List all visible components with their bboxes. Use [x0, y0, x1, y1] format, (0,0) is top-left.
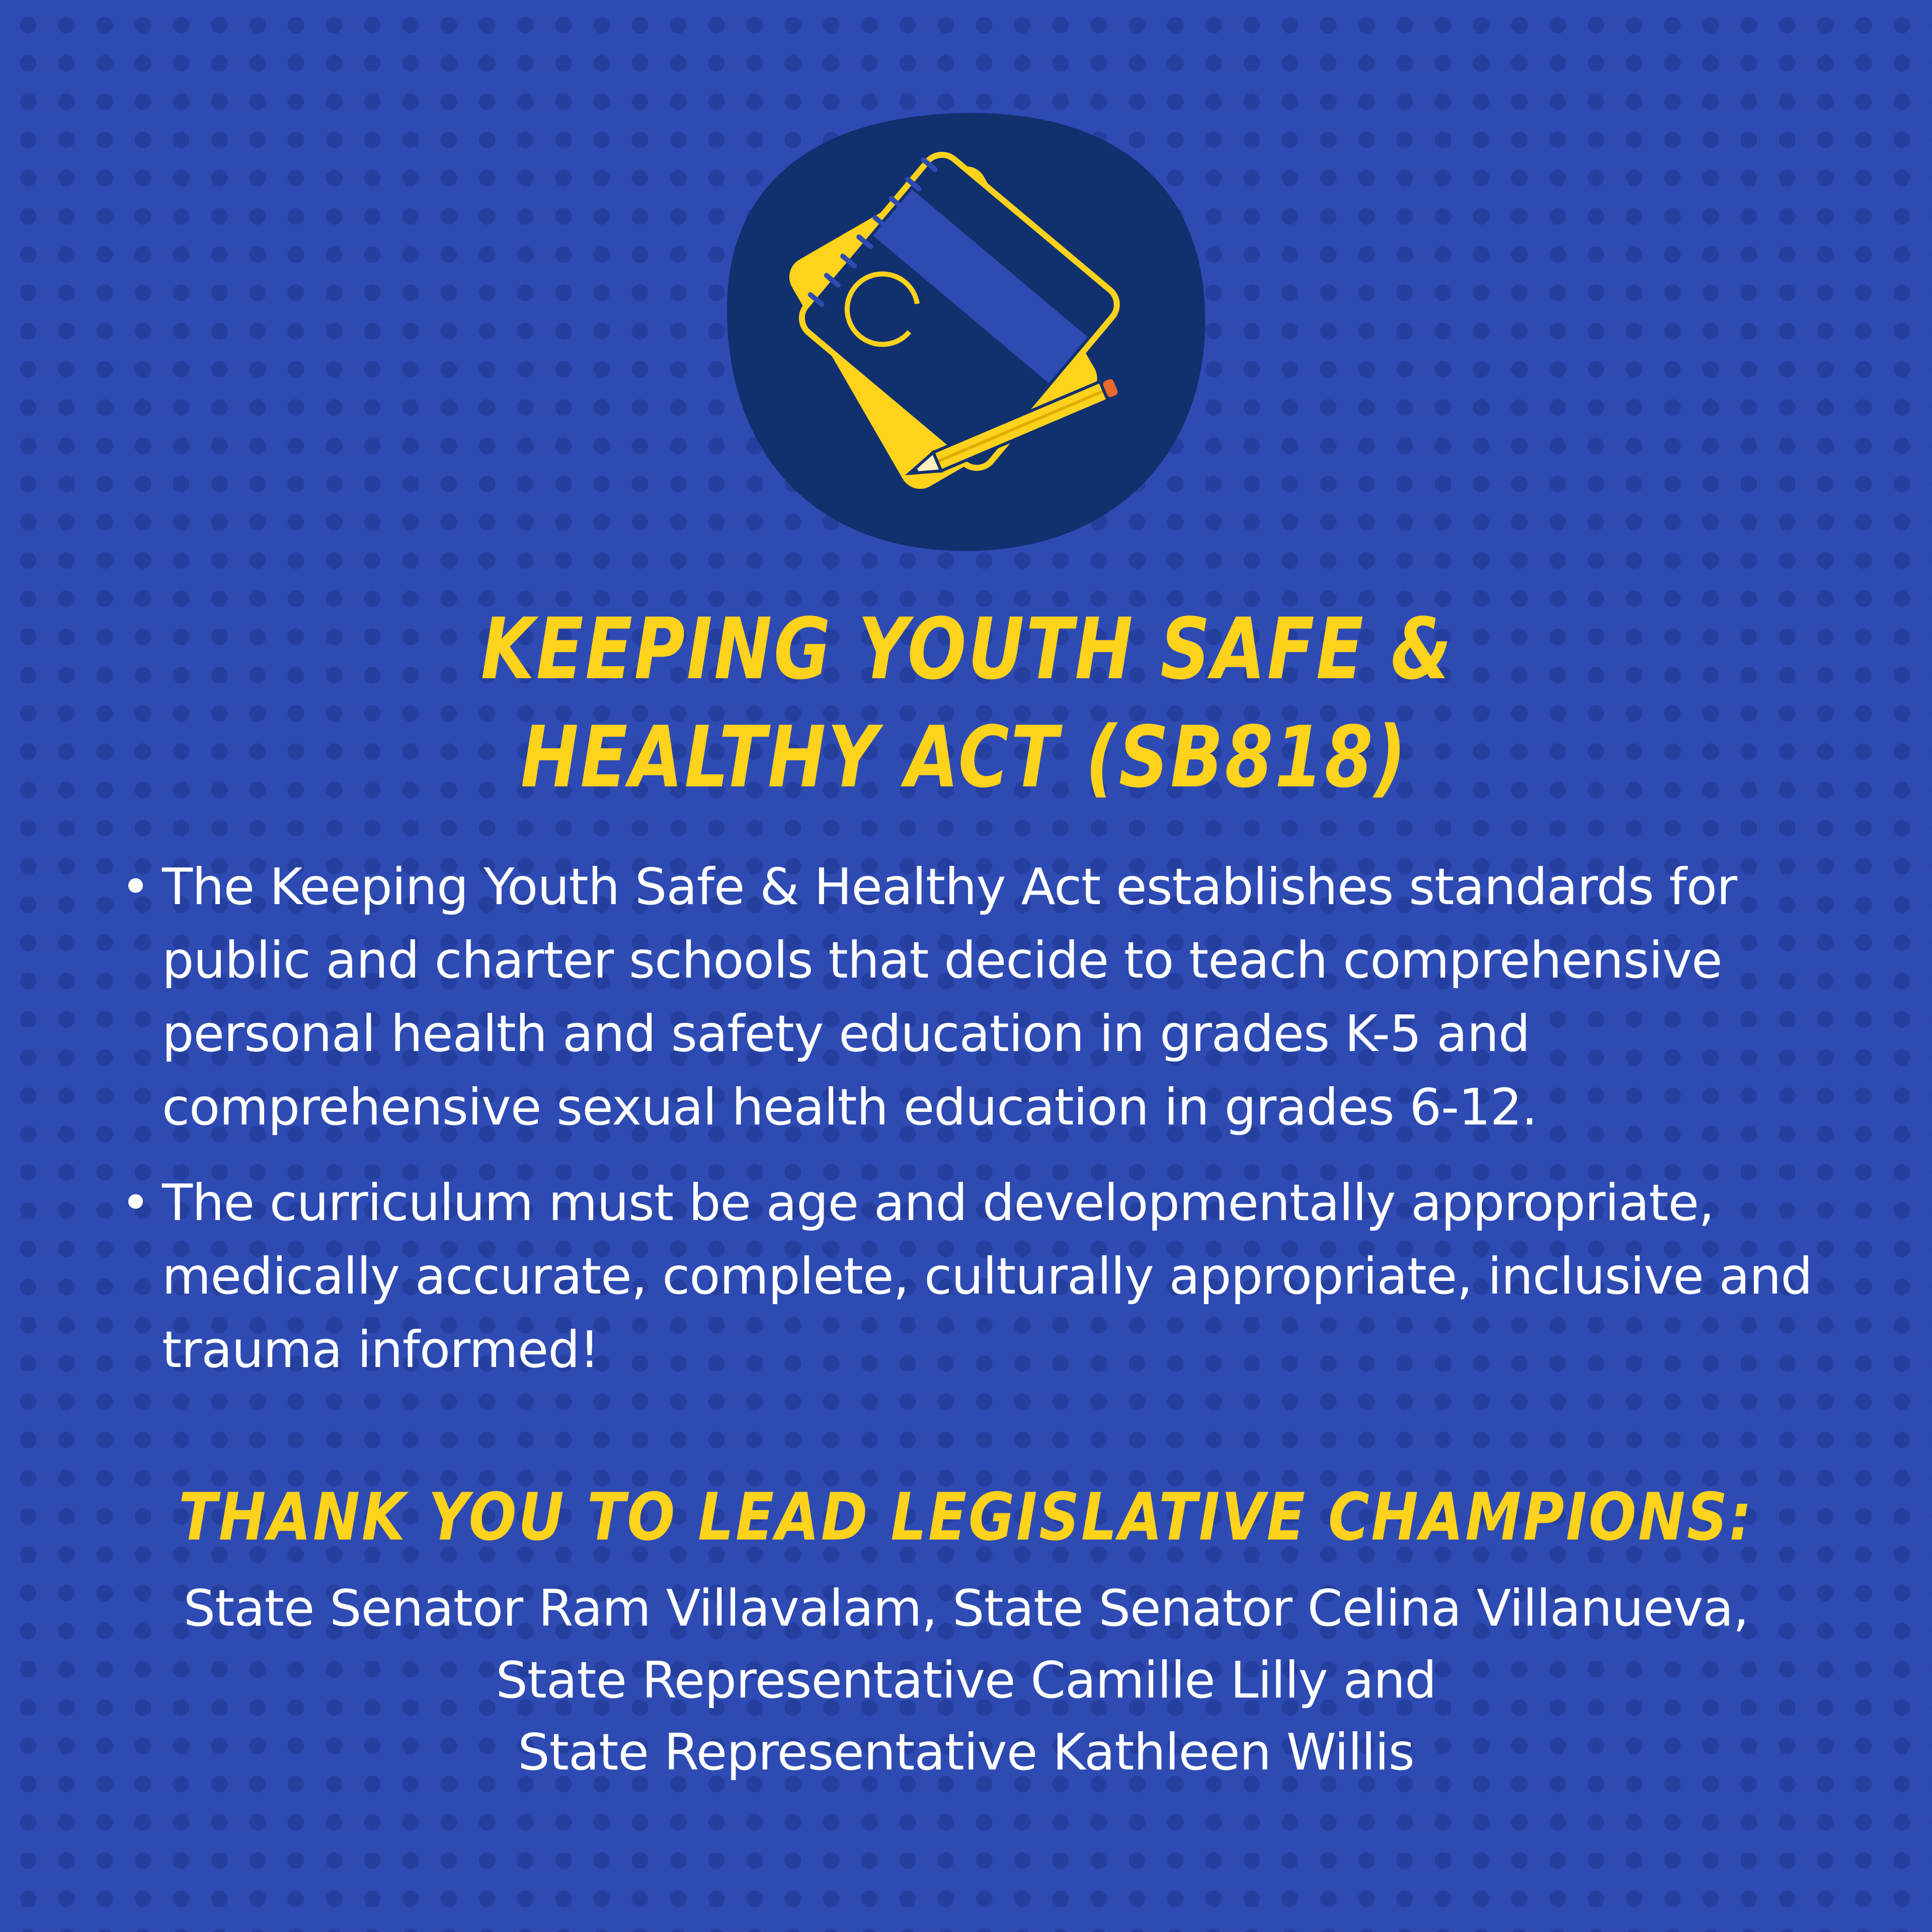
bullet-list [121, 850, 1831, 1409]
bullet-marker: • [121, 1173, 150, 1232]
champions-list [0, 1572, 1932, 1788]
bullet-marker: • [121, 857, 150, 916]
list-item [121, 1166, 1831, 1387]
page-title-line-1: KEEPING YOUTH SAFE & [480, 600, 1453, 698]
bullet-text: The curriculum must be age and developmentally appropriate, medically accurate, complete, culturally appropriate, inclusive and trauma informed! [162, 1173, 1812, 1379]
bullet-text: The Keeping Youth Safe & Healthy Act establishes standards for public and charter schools that decide to teach comprehensive personal health and safety education in grades K-5 and comprehensive sexual health education in grades 6-12. [162, 857, 1737, 1137]
list-item [121, 850, 1831, 1144]
thanks-heading: THANK YOU TO LEAD LEGISLATIVE CHAMPIONS: [179, 1479, 1753, 1555]
notebook-pencil-icon [719, 98, 1213, 561]
champions-line: State Representative Camille Lilly and [496, 1651, 1436, 1710]
page-title-line-2: HEALTHY ACT (SB818) [520, 708, 1408, 807]
champions-line: State Representative Kathleen Willis [518, 1723, 1414, 1782]
champions-line: State Senator Ram Villavalam, State Senator Celina Villanueva, [183, 1579, 1749, 1638]
